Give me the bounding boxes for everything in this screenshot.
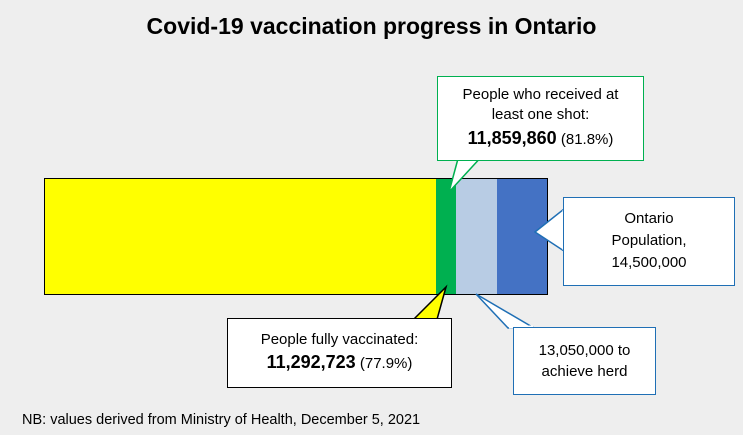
callout-fully-line1: People fully vaccinated: (260, 331, 419, 348)
callout-population-line3: 14,500,000 (611, 253, 687, 271)
bar-segment-herd-gap (456, 179, 497, 294)
callout-fully-value: 11,292,723 (266, 352, 356, 372)
callout-fully-percent: (77.9%) (355, 355, 413, 372)
bottom-strip (0, 435, 743, 443)
bar-segment-fully-vaccinated (45, 179, 436, 294)
callout-one-shot (437, 76, 644, 161)
callout-fully-value-row (234, 350, 445, 375)
one-shot-pointer (437, 155, 497, 195)
source-footnote: NB: values derived from Ministry of Health, December 5, 2021 (22, 412, 421, 428)
chart-title: Covid-19 vaccination progress in Ontario (146, 13, 597, 39)
callout-one-shot-value: 11,859,860 (467, 127, 557, 148)
callout-herd-line1: 13,050,000 to (538, 342, 631, 359)
callout-population-line2: Population, (611, 231, 687, 249)
callout-one-shot-line1: People who received at (462, 86, 619, 103)
callout-population (563, 197, 735, 286)
callout-fully-vaccinated (227, 318, 452, 388)
callout-one-shot-value-row (444, 126, 637, 150)
callout-one-shot-line2: least one shot: (491, 106, 590, 124)
callout-one-shot-percent: (81.8%) (556, 130, 614, 148)
bar-segment-one-shot (436, 179, 456, 294)
callout-herd-immunity (513, 327, 656, 395)
stacked-bar (44, 178, 548, 295)
herd-pointer (468, 292, 548, 332)
callout-population-line1: Ontario (624, 210, 674, 227)
callout-herd-line2: achieve herd (541, 363, 628, 380)
